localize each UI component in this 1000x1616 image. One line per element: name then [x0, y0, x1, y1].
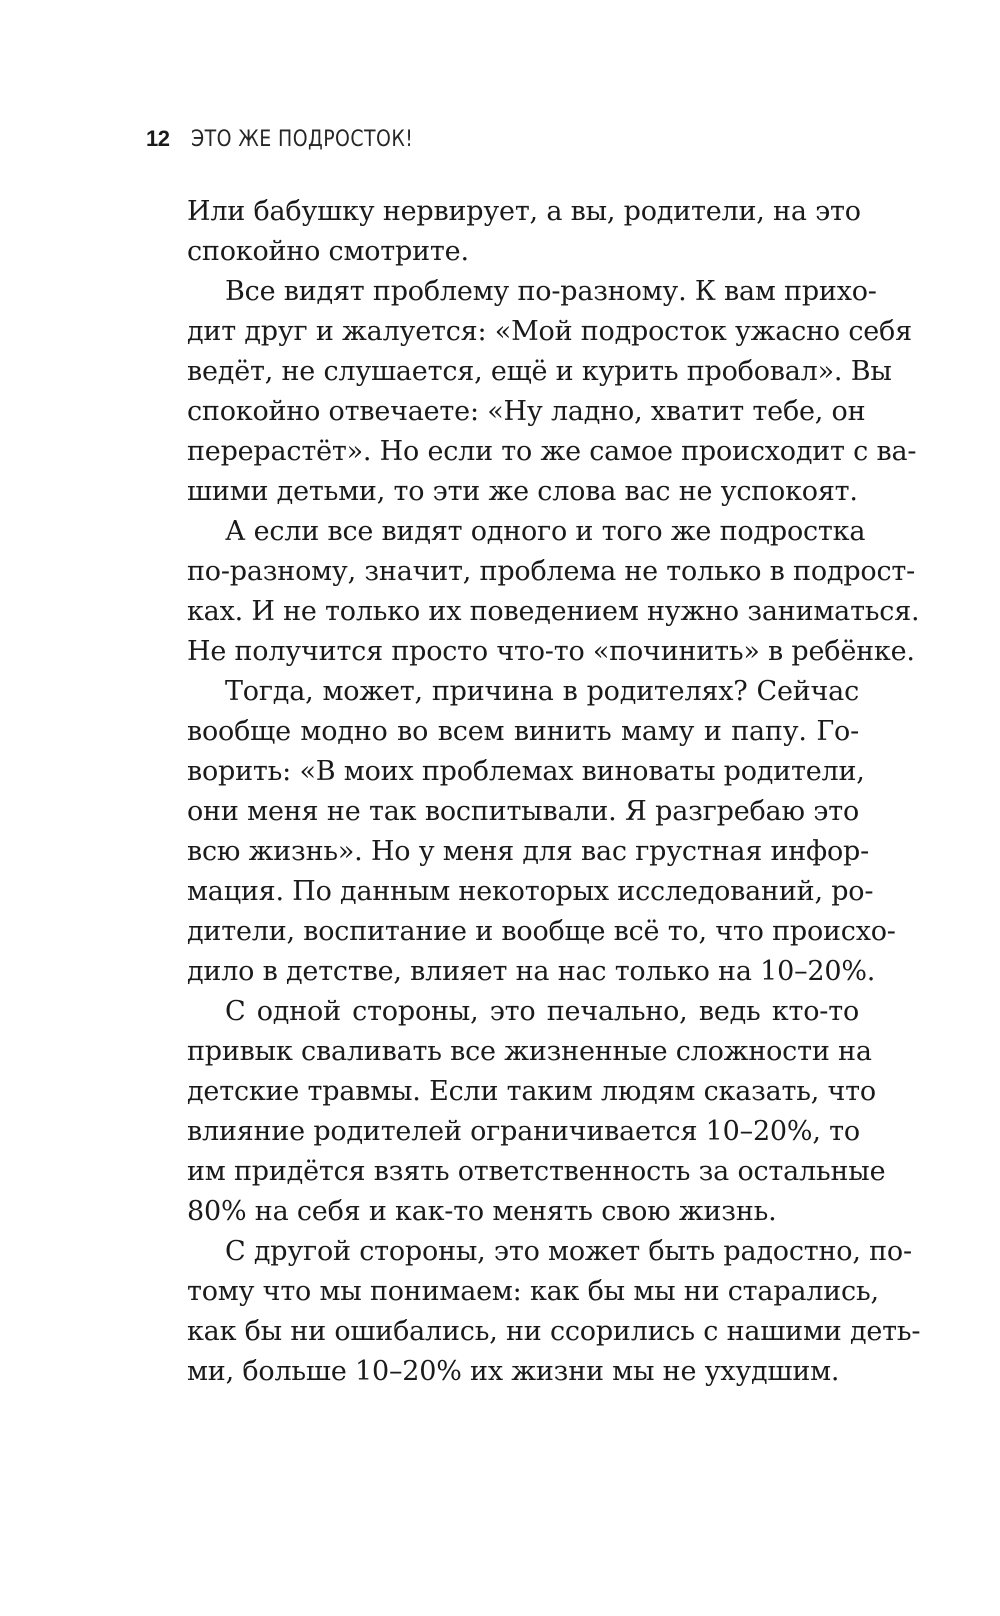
text-line: спокойно отвечаете: «Ну ладно, хватит тебе, он [187, 396, 866, 427]
text-line: ми, больше 10–20% их жизни мы не ухудшим. [187, 1356, 840, 1387]
running-head [146, 126, 450, 166]
page-number: 12 [146, 126, 170, 151]
text-line: С другой стороны, это может быть радостно, по- [225, 1236, 912, 1267]
text-line: дит друг и жалуется: «Мой подросток ужасно себя [187, 316, 912, 347]
text-line: Тогда, может, причина в родителях? Сейчас [225, 676, 859, 707]
text-line: спокойно смотрите. [187, 236, 469, 267]
text-line: А если все видят одного и того же подростка [225, 516, 866, 547]
text-line: ведёт, не слушается, ещё и курить пробовал». Вы [187, 356, 892, 387]
text-line: Не получится просто что-то «починить» в ребёнке. [187, 636, 915, 667]
text-line: шими детьми, то эти же слова вас не успокоят. [187, 476, 858, 507]
text-line: дило в детстве, влияет на нас только на 10–20%. [187, 956, 876, 987]
body-text [187, 192, 921, 1392]
text-line: ках. И не только их поведением нужно заниматься. [187, 596, 920, 627]
text-line: как бы ни ошибались, ни ссорились с нашими деть- [187, 1316, 921, 1347]
text-line: детские травмы. Если таким людям сказать, что [187, 1076, 876, 1107]
text-line: привык сваливать все жизненные сложности на [187, 1036, 872, 1067]
text-line: им придётся взять ответственность за остальные [187, 1156, 886, 1187]
text-line: Все видят проблему по-разному. К вам прихо- [225, 276, 877, 307]
running-title: ЭТО ЖЕ ПОДРОСТОК! [191, 127, 414, 152]
text-line: 80% на себя и как-то менять свою жизнь. [187, 1196, 777, 1227]
text-line: Или бабушку нервирует, а вы, родители, на это [187, 196, 861, 227]
text-line: перерастёт». Но если то же самое происходит с ва- [187, 436, 917, 467]
text-line: они меня не так воспитывали. Я разгребаю это [187, 796, 859, 827]
text-line: мация. По данным некоторых исследований, ро- [187, 876, 874, 907]
text-line: по-разному, значит, проблема не только в подрост- [187, 556, 916, 587]
text-line: влияние родителей ограничивается 10–20%, то [187, 1116, 860, 1147]
text-line: всю жизнь». Но у меня для вас грустная инфор- [187, 836, 870, 867]
text-line: ворить: «В моих проблемах виноваты родители, [187, 756, 865, 787]
text-line: вообще модно во всем винить маму и папу. Го- [187, 716, 859, 747]
text-line: тому что мы понимаем: как бы мы ни старались, [187, 1276, 879, 1307]
text-line: С одной стороны, это печально, ведь кто-то [225, 996, 859, 1027]
text-line: дители, воспитание и вообще всё то, что происхо- [187, 916, 896, 947]
